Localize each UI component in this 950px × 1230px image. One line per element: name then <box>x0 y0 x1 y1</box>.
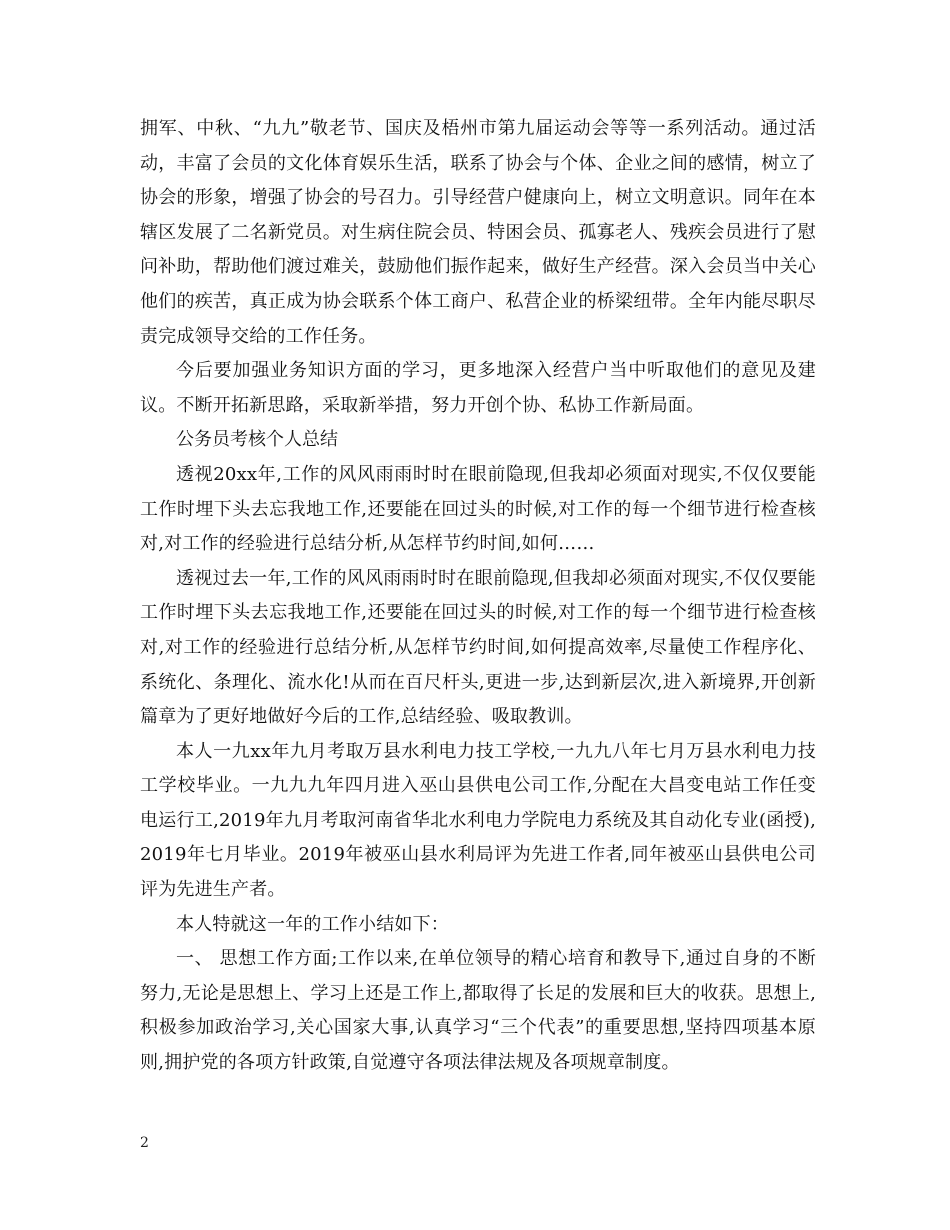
paragraph-activities: 拥军、中秋、“九九”敬老节、国庆及梧州市第九届运动会等等一系列活动。通过活动，丰富了会员的文化体育娱乐生活，联系了协会与个体、企业之间的感情，树立了协会的形象，增强了协会的号召力。引导经营户健康向上，树立文明意识。同年在本辖区发展了二名新党员。对生病住院会员、特困会员、孤寡老人、残疾会员进行了慰问补助，帮助他们渡过难关，鼓励他们振作起来，做好生产经营。深入会员当中关心他们的疾苦，真正成为协会联系个体工商户、私营企业的桥梁纽带。全年内能尽职尽责完成领导交给的工作任务。 <box>140 118 816 347</box>
paragraph-future-plans: 今后要加强业务知识方面的学习，更多地深入经营户当中听取他们的意见及建议。不断开拓新思路，采取新举措，努力开创个协、私协工作新局面。 <box>140 360 816 416</box>
paragraph-ideology: 一、 思想工作方面;工作以来,在单位领导的精心培育和教导下,通过自身的不断努力,无论是思想上、学习上还是工作上,都取得了长足的发展和巨大的收获。思想上,积极参加政治学习,关心国家大事,认真学习“三个代表”的重要思想,坚持四项基本原则,拥护党的各项方针政策,自觉遵守各项法律法规及各项规章制度。 <box>140 948 816 1074</box>
paragraph-biography: 本人一九xx年九月考取万县水利电力技工学校,一九九八年七月万县水利电力技工学校毕业。一九九九年四月进入巫山县供电公司工作,分配在大昌变电站工作任变电运行工,2019年九月考取河南省华北水利电力学院电力系统及其自动化专业(函授),2019年七月毕业。2019年被巫山县水利局评为先进工作者,同年被巫山县供电公司评为先进生产者。 <box>140 740 816 901</box>
document-body <box>140 112 816 1081</box>
paragraph-review-year: 透视过去一年,工作的风风雨雨时时在眼前隐现,但我却必须面对现实,不仅仅要能工作时埋下头去忘我地工作,还要能在回过头的时候,对工作的每一个细节进行检查核对,对工作的经验进行总结分析,从怎样节约时间,如何提高效率,尽量使工作程序化、系统化、条理化、流水化!从而在百尺杆头,更进一步,达到新层次,进入新境界,开创新篇章为了更好地做好今后的工作,总结经验、吸取教训。 <box>140 567 816 728</box>
section-heading: 公务员考核个人总结 <box>176 429 338 451</box>
paragraph-summary-lead: 本人特就这一年的工作小结如下： <box>176 913 449 935</box>
page-number: 2 <box>140 1135 149 1151</box>
paragraph-review-intro: 透视20xx年,工作的风风雨雨时时在眼前隐现,但我却必须面对现实,不仅仅要能工作时埋下头去忘我地工作,还要能在回过头的时候,对工作的每一个细节进行检查核对,对工作的经验进行总结分析,从怎样节约时间,如何…… <box>140 463 816 555</box>
